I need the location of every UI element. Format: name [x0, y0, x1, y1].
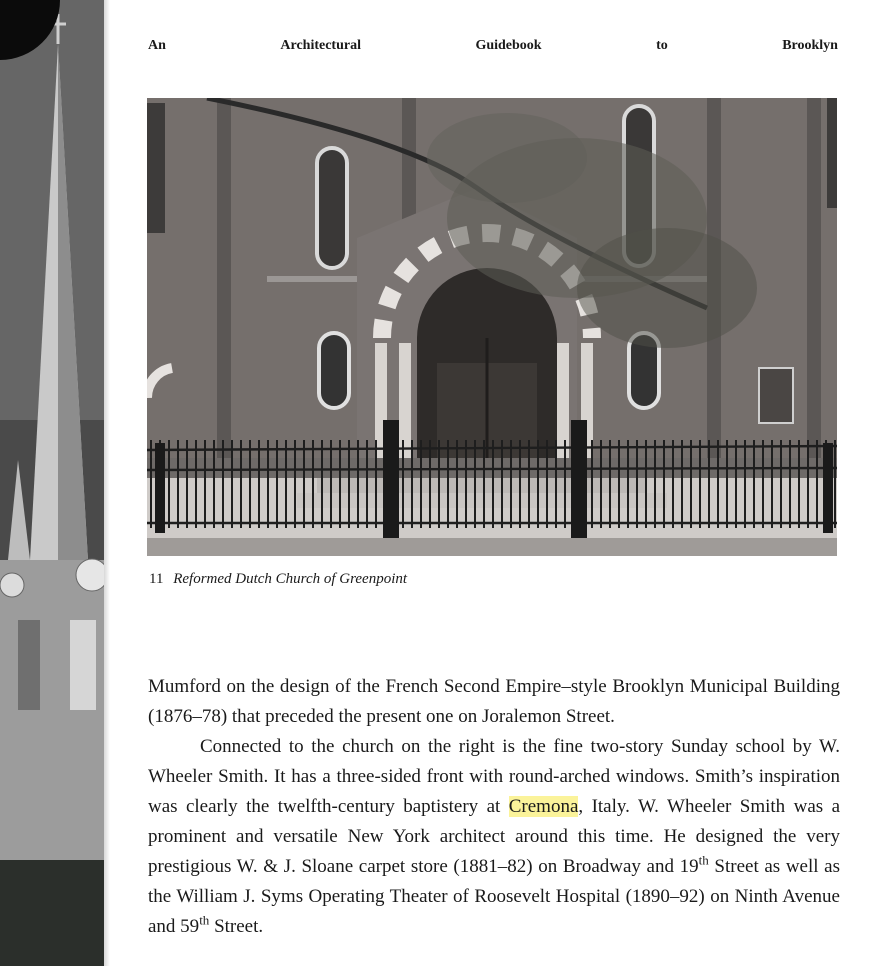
running-head	[148, 38, 838, 54]
ordinal-suffix: th	[199, 912, 210, 928]
paragraph: Mumford on the design of the French Second Empire–style Brooklyn Municipal Building (1876–78) that preceded the present one on Joralemon Street.	[148, 676, 840, 727]
running-head-word: An	[148, 38, 166, 53]
church-photograph	[147, 98, 837, 556]
running-head-word: to	[656, 38, 668, 53]
paragraph-text: Street as well as the William J. Syms Operating Theater of Roosevelt Hospital (1890–92) on Ninth Avenue and 59	[148, 856, 840, 937]
figure-number: 11	[149, 571, 164, 587]
paragraph-text: Connected to the church on the right is the fine two-story Sunday school by W. Wheeler Smith. It has a three-sided front with round-arched windows. Smith’s inspiration was clearly the twelfth-century baptistery at	[148, 736, 840, 817]
paragraph-text: , Italy. W. Wheeler Smith was a prominent and versatile New York architect around this time. He designed the very prestigious W. & J. Sloane carpet store (1881–82) on Broadway and 19	[148, 796, 841, 877]
reformed-dutch-church-image	[147, 98, 837, 556]
running-head-word: Brooklyn	[782, 38, 838, 53]
adjacent-page-spire-image	[0, 0, 108, 966]
figure-caption	[149, 571, 407, 588]
church-spire-illustration	[0, 0, 108, 966]
running-head-word: Guidebook	[475, 38, 542, 53]
highlighted-word[interactable]: Cremona	[508, 796, 579, 817]
running-head-word: Architectural	[280, 38, 361, 53]
paragraph-text: Street.	[209, 916, 264, 937]
figure-title: Reformed Dutch Church of Greenpoint	[173, 571, 408, 587]
page-edge	[104, 0, 110, 966]
body-text	[148, 672, 840, 942]
paragraph	[148, 732, 840, 942]
ordinal-suffix: th	[698, 852, 709, 868]
